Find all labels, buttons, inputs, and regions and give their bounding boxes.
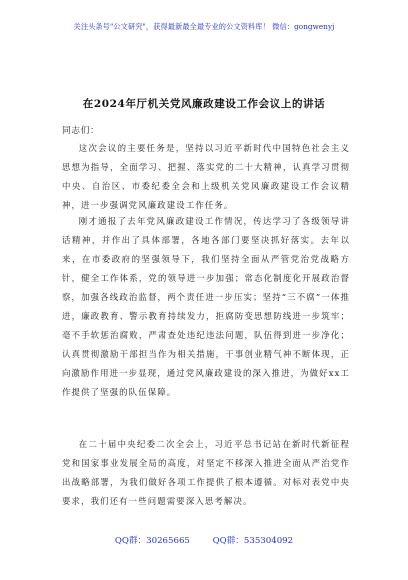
greeting: 同志们： xyxy=(62,126,100,136)
paragraph-requirements: 在二十届中央纪委二次全会上，习近平总书记站在新时代新征程党和国家事业发展全局的高度，对坚定不移深入推进全面从严治党作出战略部署，为我们做好各项工作提供了根本遵循。对标对表党中央要求，我们还有一些问题需要深入思考解决。 xyxy=(62,439,350,506)
qq-group-2: QQ群：535304092 xyxy=(212,536,294,546)
qq-contacts xyxy=(0,534,408,546)
document-title: 在2024年厅机关党风廉政建设工作会议上的讲话 xyxy=(82,98,326,110)
paragraph-review: 刚才通报了去年党风廉政建设工作情况，传达学习了各级领导讲话精神，并作出了具体部署，各地各部门要坚决抓好落实。去年以来，在市委政府的坚强领导下，我们坚持全面从严管党治党战略方针，健全工作体系，党的领导进一步加强；常态化制度化开展政治督察，加强各线政治监督，两个责任进一步压实；坚持“三不腐”一体推进，廉政教育、警示教育持续发力，拒腐防变思想防线进一步筑牢；毫不手软惩治腐败，严肃查处违纪违法问题，队伍得到进一步净化；认真贯彻激励干部担当作为相关措施，干事创业精气神不断体现，正向激励作用进一步显现，通过党风廉政建设的深入推进，为做好xx工作提供了坚强的队伍保障。 xyxy=(62,216,350,397)
paragraph-intro: 这次会议的主要任务是，坚持以习近平新时代中国特色社会主义思想为指导，全面学习、把握、落实党的二十大精神，认真学习贯彻中央、自治区、市委纪委全会和上级机关党风廉政建设工作会议精神，进一步强调党风廉政建设工作任务。 xyxy=(62,143,350,210)
qq-group-1: QQ群：30265665 xyxy=(114,536,190,546)
promo-banner: 关注头条号"公文研究"，获得最新最全最专业的公文资料库！ 微信：gongwenyj xyxy=(73,22,335,31)
